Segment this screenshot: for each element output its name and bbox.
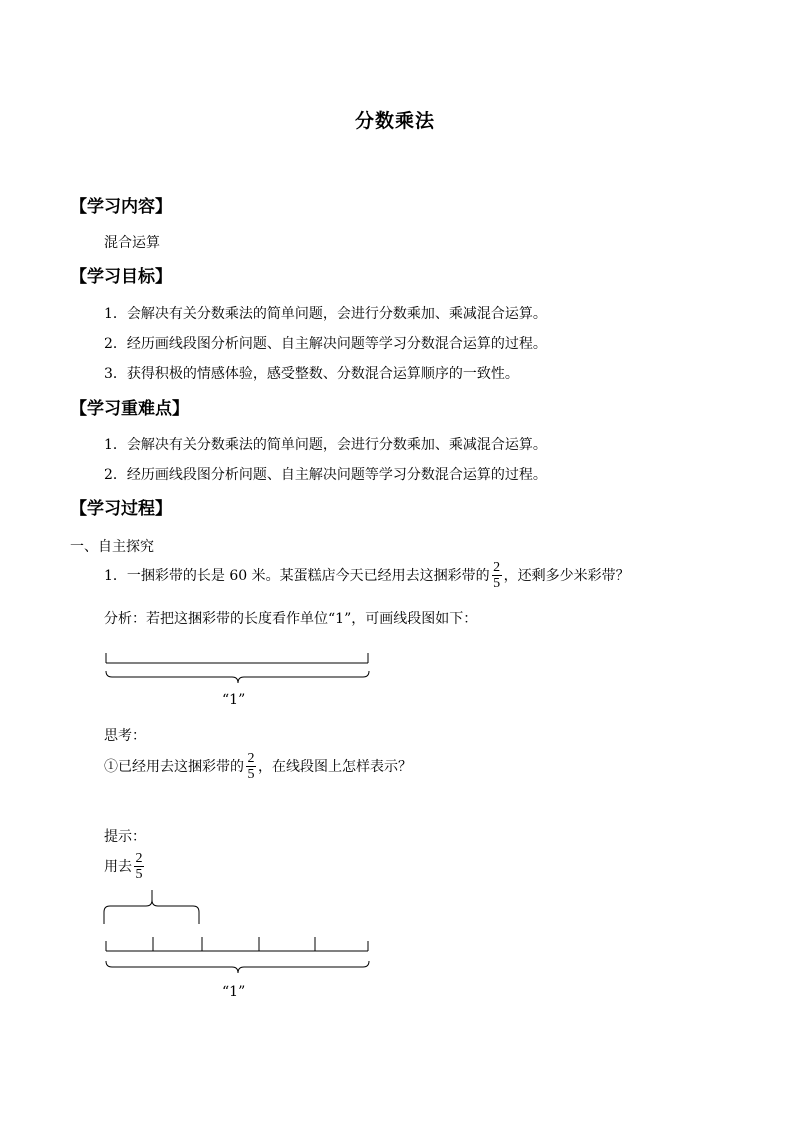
brace-used — [104, 890, 199, 924]
section-heading-content: 【学习内容】 — [70, 197, 172, 217]
fraction-numerator: 2 — [135, 850, 143, 866]
problem-suffix: ，还剩多少米彩带？ — [503, 568, 630, 584]
fraction-numerator: 2 — [493, 559, 501, 575]
brace-whole — [106, 961, 369, 973]
key-point-item: 2．经历画线段图分析问题、自主解决问题等学习分数混合运算的过程。 — [104, 467, 547, 483]
analysis-text: 分析：若把这捆彩带的长度看作单位“1”，可画线段图如下： — [104, 611, 478, 627]
diagram-label-whole-2: “1” — [222, 984, 246, 1000]
diagram-label-whole: “1” — [222, 692, 246, 708]
fraction-two-fifths — [134, 851, 144, 882]
fraction-two-fifths — [246, 751, 256, 782]
fraction-two-fifths — [492, 560, 502, 591]
part-one-label: 一、自主探究 — [70, 539, 154, 555]
content-body: 混合运算 — [104, 235, 160, 251]
problem-prefix: 1．一捆彩带的长是 60 米。某蛋糕店今天已经用去这捆彩带的 — [104, 568, 490, 584]
used-label — [104, 848, 146, 884]
section-heading-process: 【学习过程】 — [70, 499, 172, 519]
think-label: 思考： — [104, 728, 146, 744]
brace-whole — [106, 671, 369, 683]
fraction-numerator: 2 — [247, 750, 255, 766]
page-title: 分数乘法 — [355, 110, 436, 132]
goal-item: 1．会解决有关分数乘法的简单问题，会进行分数乘加、乘减混合运算。 — [104, 306, 547, 322]
hint-label: 提示： — [104, 829, 146, 845]
question-prefix: ①已经用去这捆彩带的 — [104, 759, 244, 775]
fraction-denominator: 5 — [135, 866, 143, 882]
goal-item: 2．经历画线段图分析问题、自主解决问题等学习分数混合运算的过程。 — [104, 336, 547, 352]
question-one — [104, 748, 412, 784]
problem-statement — [104, 558, 630, 592]
section-heading-goals: 【学习目标】 — [70, 267, 172, 287]
fraction-denominator: 5 — [247, 766, 255, 782]
key-point-item: 1．会解决有关分数乘法的简单问题，会进行分数乘加、乘减混合运算。 — [104, 437, 547, 453]
fraction-denominator: 5 — [493, 575, 501, 591]
question-suffix: ，在线段图上怎样表示？ — [258, 759, 412, 775]
goal-item: 3．获得积极的情感体验，感受整数、分数混合运算顺序的一致性。 — [104, 366, 519, 382]
used-text: 用去 — [104, 859, 132, 875]
section-heading-key-points: 【学习重难点】 — [70, 399, 189, 419]
